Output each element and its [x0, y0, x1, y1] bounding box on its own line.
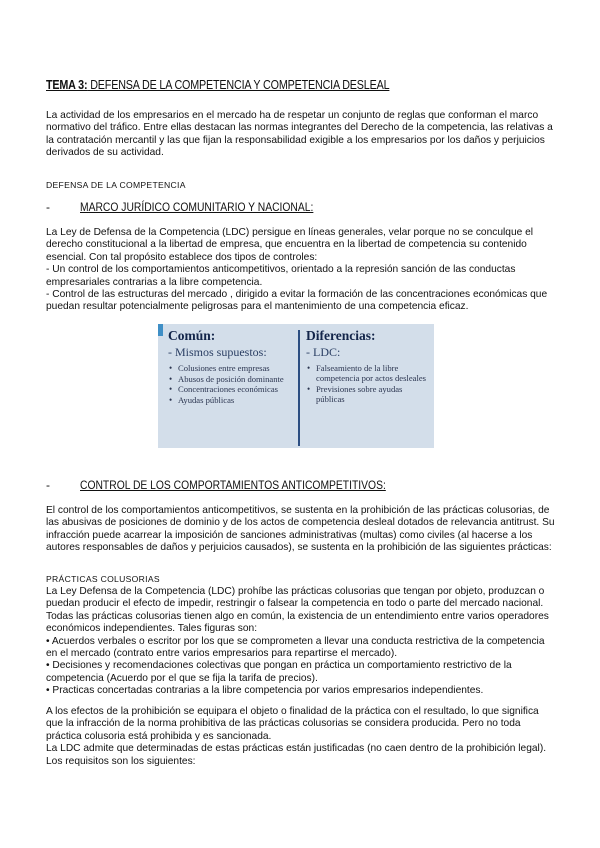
figure-list [306, 363, 430, 404]
section2-body [46, 505, 558, 555]
section-control-comportamientos [46, 478, 436, 492]
section1-line: - Un control de los comportamientos anticompetitivos, orientado a la represión sanción de las conductas empresariales contrarias a la libre competencia. [46, 264, 516, 288]
section1-line: - Control de las estructuras del mercado , dirigido a evitar la formación de las concentraciones económicas que puedan resultar potencialmente peligrosas para el mantenimiento de una competencia eficaz. [46, 289, 548, 313]
intro-paragraph [46, 110, 558, 160]
practicas-line: • Acuerdos verbales o escritor por los que se comprometen a llevar una conducta restrictiva de la competencia en el mercado (contrato entre varios empresarios para repartirse el mercado). [46, 635, 545, 660]
heading-defensa: DEFENSA DE LA COMPETENCIA [46, 180, 186, 190]
title-label: TEMA 3: [46, 78, 88, 92]
figure-subheader: - Mismos supuestos: [168, 345, 267, 359]
figure-list-item: • Colusiones entre empresas [178, 363, 294, 373]
section-title: MARCO JURÍDICO COMUNITARIO Y NACIONAL: [80, 200, 314, 214]
figure-header: Común: [168, 328, 216, 343]
page-title [46, 78, 389, 92]
section-dash: - [46, 200, 50, 214]
intro-text: La actividad de los empresarios en el mercado ha de respetar un conjunto de reglas que conforman el marco normativo del tráfico. Entre ellas destacan las normas integrantes del Derecho de la competencia, las relativas a la contratación mercantil y las que fijan la responsabilidad exigible a los empresarios por los daños y perjuicios derivados de su actividad. [46, 110, 553, 159]
figure-list-item: • Previsiones sobre ayudas públicas [316, 384, 430, 404]
figure-list [168, 363, 294, 405]
section-dash: - [46, 478, 50, 492]
figure-list-item: • Concentraciones económicas [178, 384, 294, 394]
figure-column-comun [168, 328, 294, 406]
practicas-body [46, 586, 558, 698]
final-line: A los efectos de la prohibición se equipara el objeto o finalidad de la práctica con el resultado, lo que significa que la infracción de la norma prohibitiva de las prácticas colusorias se considera producida. Pero no toda práctica colusoria está prohibida y es sancionada. [46, 706, 539, 742]
figure-accent [158, 324, 163, 336]
final-body [46, 706, 558, 768]
figure-divider [298, 330, 300, 446]
figure-list-item: • Falseamiento de la libre competencia por actos desleales [316, 363, 430, 383]
practicas-line: • Practicas concertadas contrarias a la libre competencia por varios empresarios independientes. [46, 685, 484, 697]
figure-subheader: - LDC: [306, 345, 341, 359]
heading-practicas: PRÁCTICAS COLUSORIAS [46, 574, 160, 584]
figure-list-item: • Abusos de posición dominante [178, 374, 294, 384]
comparison-figure [158, 324, 434, 448]
section-marco-juridico [46, 200, 351, 214]
section1-body [46, 227, 558, 314]
section-title: CONTROL DE LOS COMPORTAMIENTOS ANTICOMPETITIVOS: [80, 478, 386, 492]
figure-column-diferencias [306, 328, 430, 405]
figure-header: Diferencias: [306, 328, 376, 343]
section1-line: La Ley de Defensa de la Competencia (LDC) persigue en líneas generales, velar porque no se conculque el derecho constitucional a la libertad de empresa, que encuentra en la libertad de competencia su contenido esencial. Con tal propósito establece dos tipos de controles: [46, 227, 534, 263]
practicas-line: • Decisiones y recomendaciones colectivas que pongan en práctica un comportamiento restrictivo de la competencia (Acuerdo por el que se fija la tarifa de precios). [46, 660, 512, 684]
figure-list-item: • Ayudas públicas [178, 395, 294, 405]
final-line: La LDC admite que determinadas de estas prácticas están justificadas (no caen dentro de la prohibición legal). Los requisitos son los siguientes: [46, 743, 547, 767]
title-text: DEFENSA DE LA COMPETENCIA Y COMPETENCIA DESLEAL [87, 78, 390, 92]
section2-text: El control de los comportamientos anticompetitivos, se sustenta en la prohibición de las prácticas colusorias, de las abusivas de posiciones de dominio y de los actos de competencia desleal dotados de relevancia antitrust. Su infracción puede acarrear la imposición de sanciones administrativas (multas) como civiles (al hacerse a los autores responsables de daños y perjuicios causados), se sustenta en la prohibición de las siguientes prácticas: [46, 505, 555, 554]
practicas-line: La Ley Defensa de la Competencia (LDC) prohíbe las prácticas colusorias que tengan por objeto, produzcan o puedan producir el efecto de impedir, restringir o falsear la competencia en todo o parte del mercado nacional. Todas las prácticas colusorias tienen algo en común, la existencia de un entendimiento entre varios operadores económicos independientes. Tales figuras son: [46, 586, 549, 635]
